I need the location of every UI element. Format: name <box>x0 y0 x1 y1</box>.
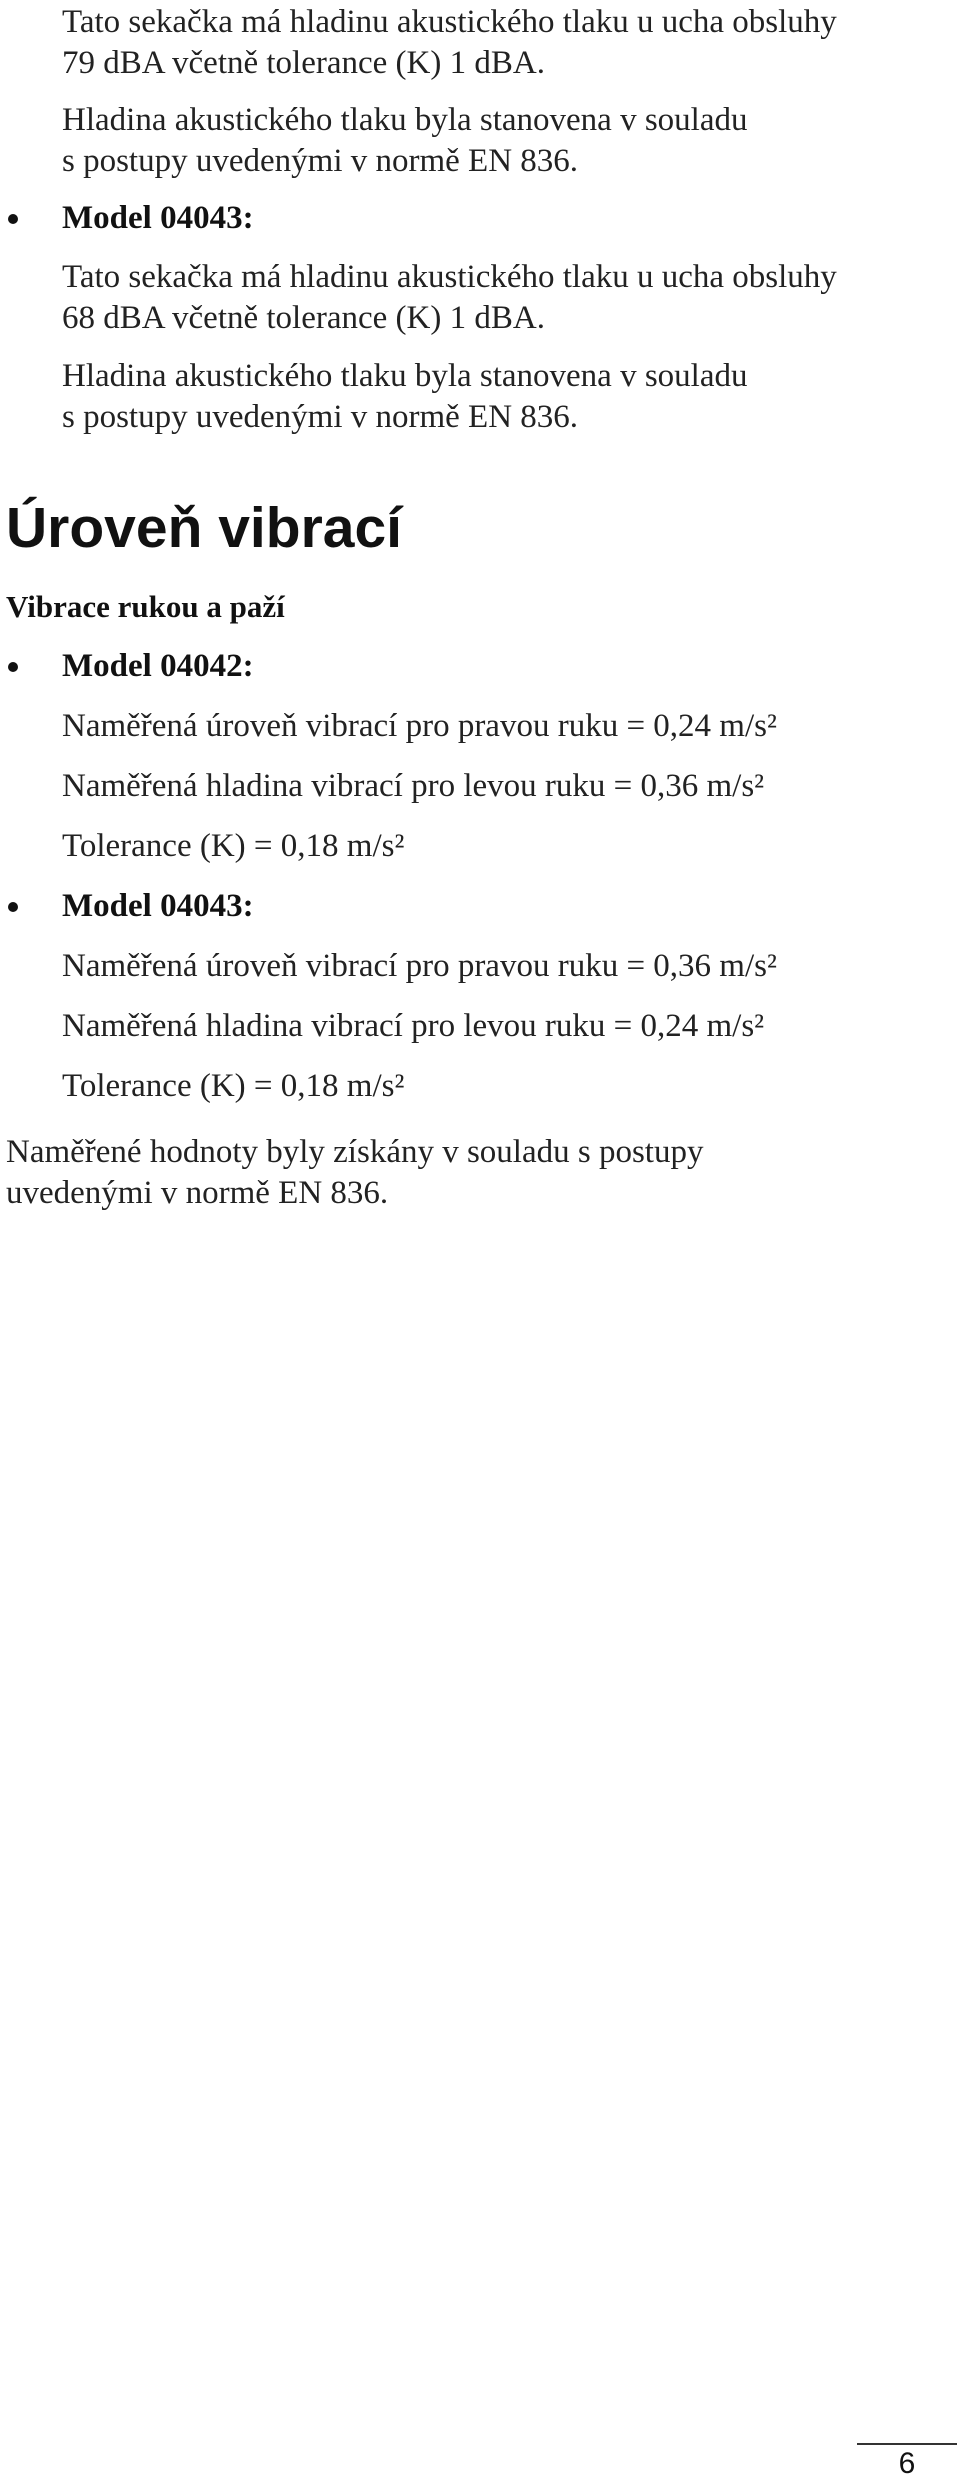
subheading-hand-arm-vibration: Vibrace rukou a paží <box>6 589 285 624</box>
vibration-right-hand-04042: Naměřená úroveň vibrací pro pravou ruku = 0,24 m/s² <box>62 708 777 744</box>
noise-standard-paragraph: Hladina akustického tlaku byla stanovena v souladu s postupy uvedenými v normě EN 836. <box>62 102 748 179</box>
vibration-left-hand-04042: Naměřená hladina vibrací pro levou ruku = 0,36 m/s² <box>62 768 765 804</box>
noise-paragraph-79dba: Tato sekačka má hladinu akustického tlaku u ucha obsluhy 79 dBA včetně tolerance (K) 1 dBA. <box>62 4 837 81</box>
bullet-dot-icon <box>8 662 18 672</box>
model-label: Model 04043: <box>62 888 254 924</box>
vibration-tolerance-04043: Tolerance (K) = 0,18 m/s² <box>62 1068 405 1104</box>
vibration-closing-paragraph: Naměřené hodnoty byly získány v souladu s postupy uvedenými v normě EN 836. <box>6 1134 704 1211</box>
model-label: Model 04042: <box>62 648 254 684</box>
model-label: Model 04043: <box>62 200 254 236</box>
page-number: 6 <box>898 2447 916 2480</box>
vibration-left-hand-04043: Naměřená hladina vibrací pro levou ruku = 0,24 m/s² <box>62 1008 765 1044</box>
section-heading-vibration: Úroveň vibrací <box>6 496 402 560</box>
noise-standard-paragraph-2: Hladina akustického tlaku byla stanovena v souladu s postupy uvedenými v normě EN 836. <box>62 358 748 435</box>
bullet-dot-icon <box>8 902 18 912</box>
noise-paragraph-68dba: Tato sekačka má hladinu akustického tlaku u ucha obsluhy 68 dBA včetně tolerance (K) 1 dBA. <box>62 259 837 336</box>
bullet-dot-icon <box>8 214 18 224</box>
vibration-right-hand-04043: Naměřená úroveň vibrací pro pravou ruku = 0,36 m/s² <box>62 948 777 984</box>
vibration-tolerance-04042: Tolerance (K) = 0,18 m/s² <box>62 828 405 864</box>
footer-rule <box>857 2443 957 2445</box>
